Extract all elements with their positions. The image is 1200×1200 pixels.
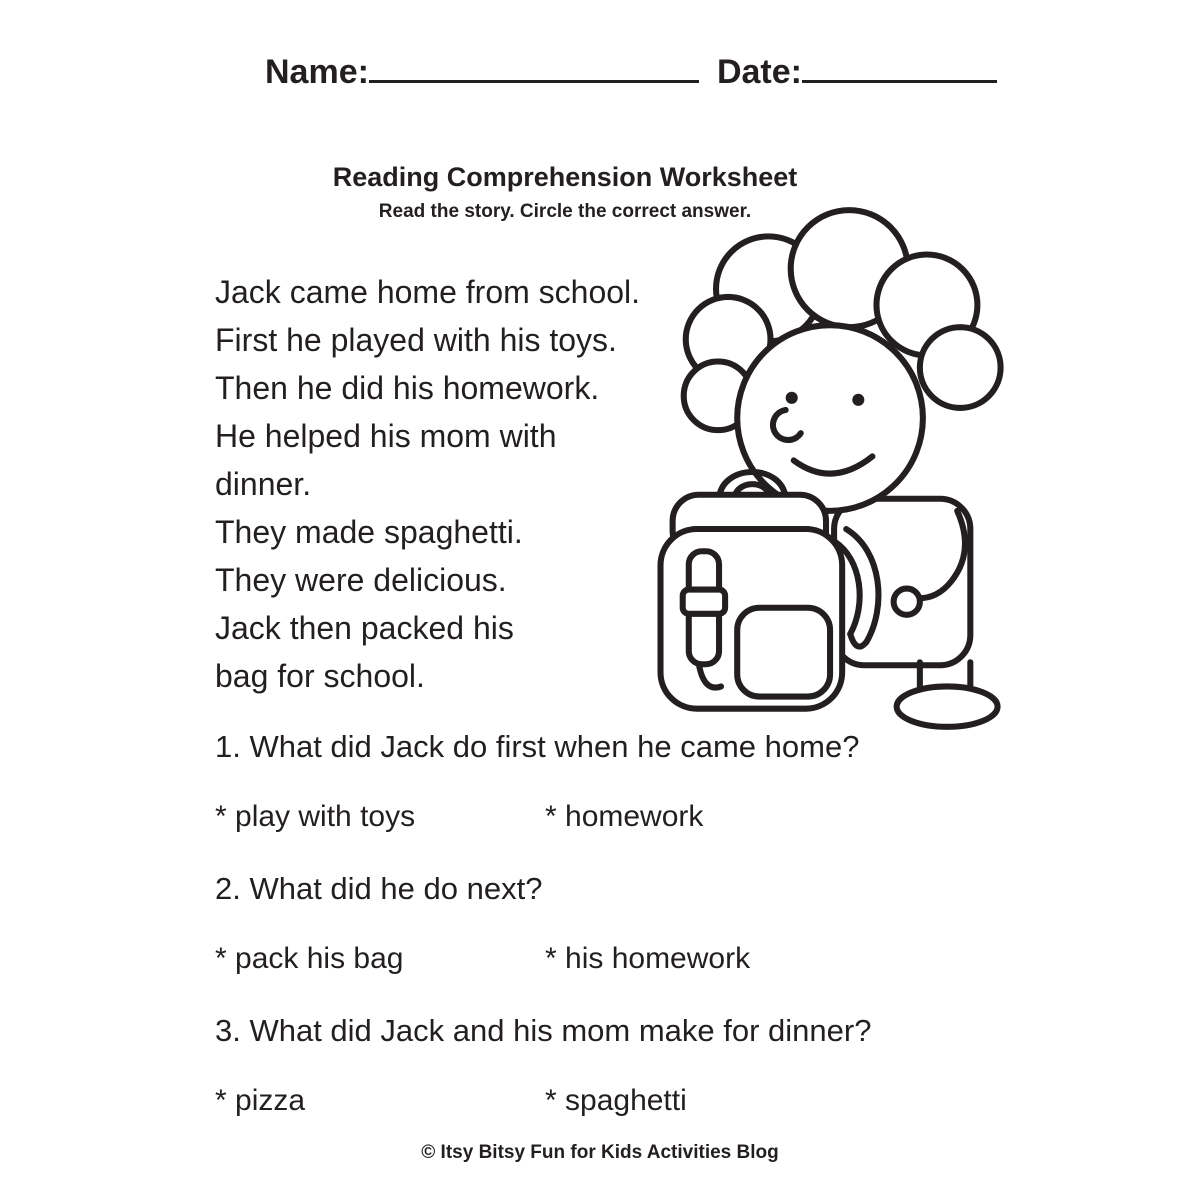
questions-section [215,728,1035,1154]
copyright-footer: © Itsy Bitsy Fun for Kids Activities Blog [421,1142,779,1163]
story-line: They made spaghetti. [215,514,523,550]
answer-option[interactable]: * pizza [215,1084,306,1117]
boy-with-backpack-icon [628,196,1020,746]
backpack [661,472,843,709]
story-line: bag for school. [215,658,425,694]
story-line: Jack came home from school. [215,274,641,310]
boy-face [737,325,923,511]
name-label: Name: [265,53,369,91]
instructions: Read the story. Circle the correct answer. [378,201,752,222]
story-line: He helped his mom with [215,418,557,454]
boy-with-backpack-illustration [628,196,1020,746]
story-line: Then he did his homework. [215,370,600,406]
question-1-prompt: 1. What did Jack do first when he came home? [215,729,860,764]
boy-legs [897,662,998,727]
page-title: Reading Comprehension Worksheet [332,162,798,192]
answer-option[interactable]: * spaghetti [545,1084,687,1117]
header-row [265,46,997,92]
story-line: dinner. [215,466,312,502]
name-blank-line[interactable] [369,46,699,83]
answer-option[interactable]: * his homework [545,942,751,975]
question-3-prompt: 3. What did Jack and his mom make for dinner? [215,1013,872,1048]
date-label: Date: [716,53,802,91]
story-line: They were delicious. [215,562,507,598]
answer-option[interactable]: * homework [545,800,704,833]
question-3-options [215,1082,1035,1120]
question-2-prompt: 2. What did he do next? [215,871,543,906]
answer-option[interactable]: * pack his bag [215,942,404,975]
story-line: Jack then packed his [215,610,514,646]
date-blank-line[interactable] [802,46,997,83]
question-2-options [215,940,1035,978]
story-line: First he played with his toys. [215,322,617,358]
question-1-options [215,798,1035,836]
answer-option[interactable]: * play with toys [215,800,416,833]
